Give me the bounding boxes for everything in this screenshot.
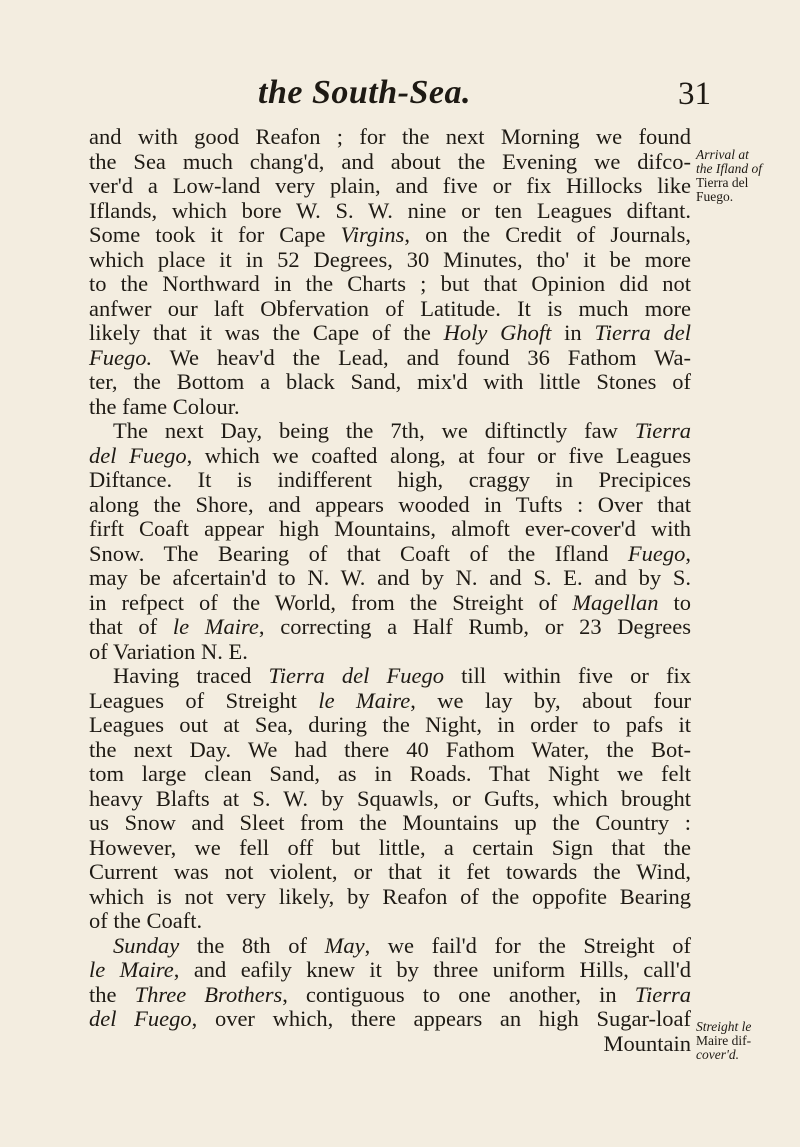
text-run: , (685, 540, 691, 566)
text-line: the Sea much chang'd, and about the Evening we difco- (89, 148, 691, 174)
margin-note-line: Fuego. (696, 189, 734, 204)
text-run: , and eafily knew it by three uniform Hills, call'd (173, 957, 692, 982)
text-line: firft Coaft appear high Mountains, almoft ever-cover'd with (89, 516, 691, 541)
text-run-italic: Magellan (572, 589, 659, 615)
text-line: the next Day. We had there 40 Fathom Water, the Bot- (89, 736, 691, 762)
body-text (89, 125, 691, 1056)
text-line: However, we fell off but little, a certain Sign that the (89, 834, 691, 860)
text-run: Some took it for Cape (89, 222, 341, 247)
text-line: Current was not violent, or that it fet towards the Wind, (89, 859, 691, 884)
text-run: Snow. The Bearing of that Coaft of the Ifland (89, 540, 628, 566)
text-line: ter, the Bottom a black Sand, mix'd with little Stones of (89, 369, 691, 394)
text-line: to the Northward in the Charts ; but that Opinion did not (89, 271, 691, 296)
text-run: , on the Credit of Journals, (404, 222, 691, 247)
text-line: heavy Blafts at S. W. by Squawls, or Gufts, which brought (89, 785, 691, 811)
text-run-italic: Holy Ghoft (443, 320, 552, 345)
text-line: tom large clean Sand, as in Roads. That Night we felt (89, 761, 691, 786)
text-run-italic: Sunday (113, 932, 180, 958)
text-run-italic: del Fuego (89, 1006, 192, 1031)
text-run: , we lay by, about four (410, 687, 691, 713)
page-number: 31 (678, 76, 711, 112)
text-line: the fame Colour. (89, 393, 240, 419)
text-line (89, 223, 691, 248)
text-line (89, 542, 691, 567)
text-line (89, 615, 691, 640)
text-run-italic: le Maire (318, 687, 411, 713)
text-line (89, 664, 691, 689)
text-line (89, 346, 691, 371)
text-run: We heav'd the Lead, and found 36 Fathom Wa- (152, 344, 691, 370)
text-run: Having traced (113, 663, 269, 688)
text-run: The next Day, being the 7th, we diftinctly faw (113, 418, 635, 443)
margin-note-line: cover'd. (696, 1047, 739, 1062)
text-run: , contiguous to one another, in (282, 981, 635, 1007)
margin-note-line: Tierra del (696, 175, 749, 190)
text-run: to (658, 589, 691, 615)
catchword: Mountain (603, 1030, 691, 1056)
text-run-italic: Three Brothers (134, 981, 283, 1007)
text-line: Diftance. It is indifferent high, craggy in Precipices (89, 467, 691, 492)
text-line (89, 321, 691, 346)
text-line (89, 958, 691, 983)
text-run-italic: Tierra (634, 981, 691, 1007)
margin-note-line: Arrival at (696, 147, 749, 162)
text-line (89, 689, 691, 714)
text-run: in (551, 320, 595, 345)
text-line: anfwer our laft Obfervation of Latitude. It is much more (89, 295, 691, 321)
text-line (89, 419, 691, 444)
margin-note-line: the Ifland of (696, 161, 762, 176)
text-run: Leagues of Streight (89, 687, 319, 713)
text-line: Leagues out at Sea, during the Night, in order to pafs it (89, 712, 691, 737)
text-run: , over which, there appears an high Sugar-loaf (191, 1006, 691, 1031)
text-run: likely that it was the Cape of the (89, 320, 444, 345)
text-run: in refpect of the World, from the Streight of (89, 589, 573, 615)
text-line: along the Shore, and appears wooded in Tufts : Over that (89, 491, 691, 517)
text-run: the 8th of (179, 932, 325, 958)
running-head (0, 74, 800, 118)
text-line (89, 444, 691, 469)
text-line: which is not very likely, by Reafon of the oppofite Bearing (89, 883, 691, 909)
text-line: which place it in 52 Degrees, 30 Minutes, tho' it be more (89, 246, 691, 272)
text-line: of Variation N. E. (89, 638, 248, 664)
text-run-italic: le Maire (172, 614, 259, 639)
text-line: and with good Reafon ; for the next Morning we found (89, 124, 691, 149)
text-line: us Snow and Sleet from the Mountains up the Country : (89, 810, 691, 835)
text-run: that of (89, 614, 173, 639)
running-title: the South-Sea. (258, 74, 471, 111)
text-run-italic: del Fuego (89, 442, 187, 468)
text-run: , we fail'd for the Streight of (364, 932, 692, 958)
text-line (89, 1007, 691, 1032)
text-run: , which we coafted along, at four or five Leagues (186, 442, 692, 468)
margin-note-streight (696, 1020, 796, 1062)
text-line (89, 934, 691, 959)
text-run-italic: Tierra del (594, 320, 691, 345)
text-line (89, 591, 691, 616)
text-run-italic: Fuego. (89, 344, 153, 370)
margin-note-line: Maire dif- (696, 1033, 752, 1048)
text-run-italic: le Maire (89, 957, 174, 982)
text-run-italic: Tierra (634, 418, 691, 443)
margin-note-line: Streight le (696, 1019, 752, 1034)
text-line (89, 983, 691, 1008)
text-run: the (89, 981, 135, 1007)
text-run-italic: Tierra del Fuego (268, 663, 445, 688)
text-line: of the Coaft. (89, 908, 203, 933)
text-run: , correcting a Half Rumb, or 23 Degrees (258, 614, 692, 639)
text-line: Iflands, which bore W. S. W. nine or ten Leagues diftant. (89, 197, 691, 223)
text-run-italic: Virgins (340, 222, 405, 247)
text-run: till within five or fix (444, 663, 691, 688)
text-run-italic: Fuego (627, 540, 686, 566)
margin-note-arrival (696, 148, 796, 204)
text-line: ver'd a Low-land very plain, and five or fix Hillocks like (89, 173, 691, 198)
text-line: may be afcertain'd to N. W. and by N. and S. E. and by S. (89, 565, 691, 590)
text-run-italic: May (324, 932, 365, 958)
